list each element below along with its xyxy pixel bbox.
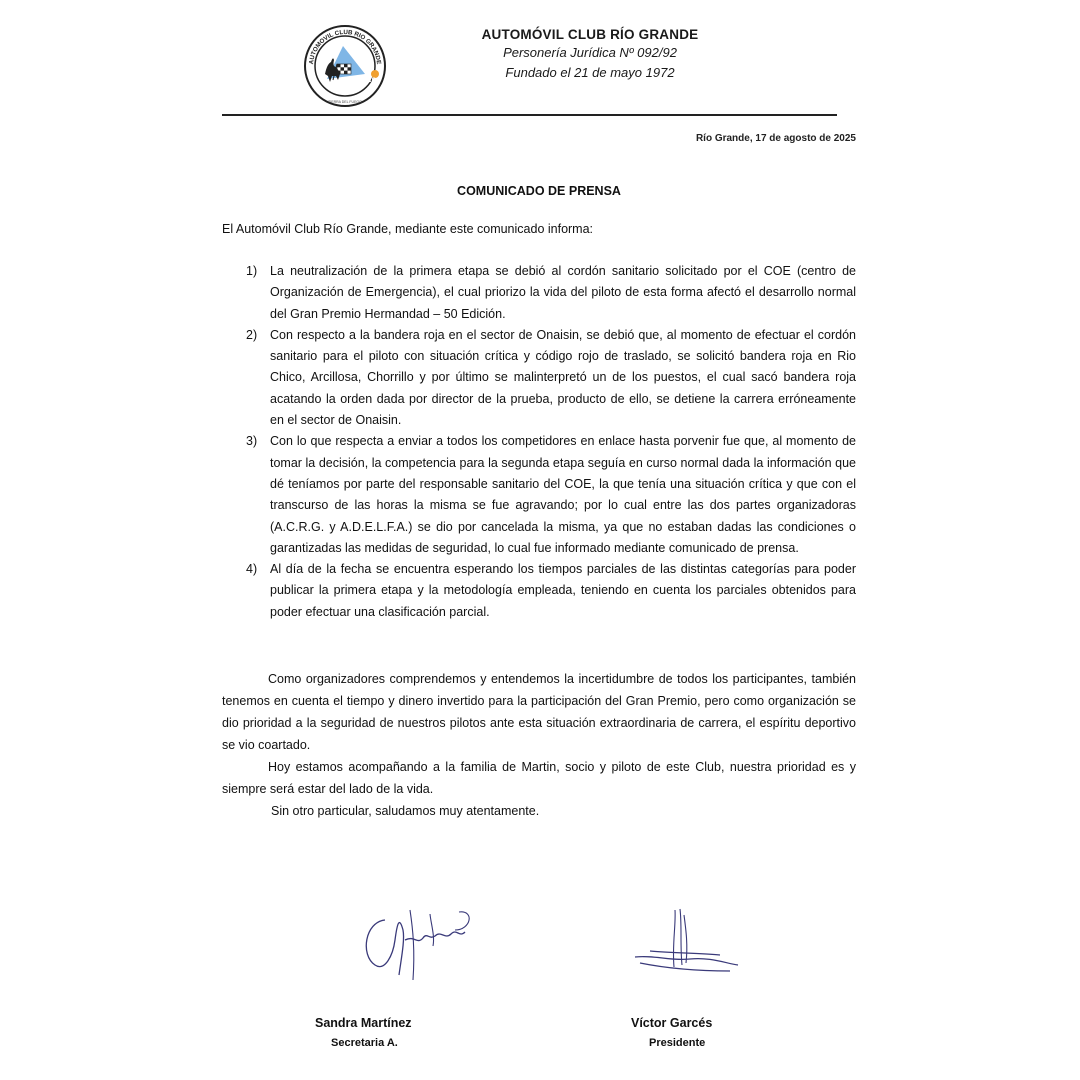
signatory-role: Secretaria A. [331,1037,398,1049]
legal-status: Personería Jurídica Nº 092/92 [503,45,677,60]
club-logo [303,24,387,108]
list-number: 4) [246,562,258,577]
body-paragraphs [222,668,856,822]
intro-paragraph: El Automóvil Club Río Grande, mediante este comunicado informa: [222,222,594,236]
logo-ring-text: AUTOMOVIL CLUB RIO GRANDE [307,28,382,65]
letterhead [470,26,710,83]
list-item [222,261,856,325]
org-name: AUTOMÓVIL CLUB RÍO GRANDE [481,27,699,42]
signature-image [630,905,745,985]
list-text: Al día de la fecha se encuentra esperando los tiempos parciales de las distintas categorías para poder publicar la primera etapa y la metodología empleada, teniendo en cuenta los parciales obtenidos para poder efectuar una clasificación parcial. [270,562,856,619]
signatory-role: Presidente [649,1037,706,1049]
list-number: 1) [246,264,258,278]
signatory-name: Víctor Garcés [631,1016,713,1030]
header-divider [222,114,837,116]
founded-date: Fundado el 21 de mayo 1972 [505,65,675,80]
list-item [222,431,856,559]
list-text: Con respecto a la bandera roja en el sector de Onaisin, se debió que, al momento de efectuar el cordón sanitario para el piloto con situación crítica y código rojo de traslado, se solicitó bandera roja en Rio Chico, Arcillosa, Chorrillo y por último se malinterpretó un de los puestos, el cual sacó bandera roja acatando la orden dada por director de la prueba, producto de ello, se detiene la carrera erróneamente en el sector de Onaisin. [270,327,856,428]
document-title: COMUNICADO DE PRENSA [457,184,621,198]
numbered-list [222,261,856,623]
list-item [222,325,856,431]
logo-bottom-text: TIERRA DEL FUEGO [328,100,362,104]
list-text: Con lo que respecta a enviar a todos los competidores en enlace hasta porvenir fue que, al momento de tomar la decisión, la competencia para la segunda etapa seguía en curso normal dada la información que dé teníamos por parte del responsable sanitario del COE, la que tenía una situación crítica y que con el transcurso de las horas la misma se fue agravando; por lo cual entre las dos partes organizadoras (A.C.R.G. y A.D.E.L.F.A.) se dio por cancelada la misma, ya que no estaban dadas las condiciones o garantizadas las medidas de seguridad, lo cual fue informado mediante comunicado de prensa. [270,434,856,555]
logo-initials: ACRG [363,78,381,84]
document-date: Río Grande, 17 de agosto de 2025 [695,133,856,144]
signature-image [355,900,485,990]
list-text: La neutralización de la primera etapa se debió al cordón sanitario solicitado por el COE (centro de Organización de Emergencia), el cual priorizo la vida del piloto de esta forma afectó el desarrollo normal del Gran Premio Hermandad – 50 Edición. [270,264,856,321]
paragraph-family: Hoy estamos acompañando a la familia de Martin, socio y piloto de este Club, nuestra prioridad es y siempre será estar del lado de la vida. [222,760,856,796]
list-number: 2) [246,327,258,342]
closing-line: Sin otro particular, saludamos muy atentamente. [271,804,540,818]
list-number: 3) [246,434,258,449]
paragraph-organizers: Como organizadores comprendemos y entendemos la incertidumbre de todos los participantes, también tenemos en cuenta el tiempo y dinero invertido para la participación del Gran Premio, pero como organización se dio prioridad a la seguridad de nuestros pilotos ante esta situación extraordinaria de carrera, el espíritu deportivo se vio coartado. [222,672,856,752]
signatory-name: Sandra Martínez [315,1016,412,1030]
list-item [222,559,856,623]
